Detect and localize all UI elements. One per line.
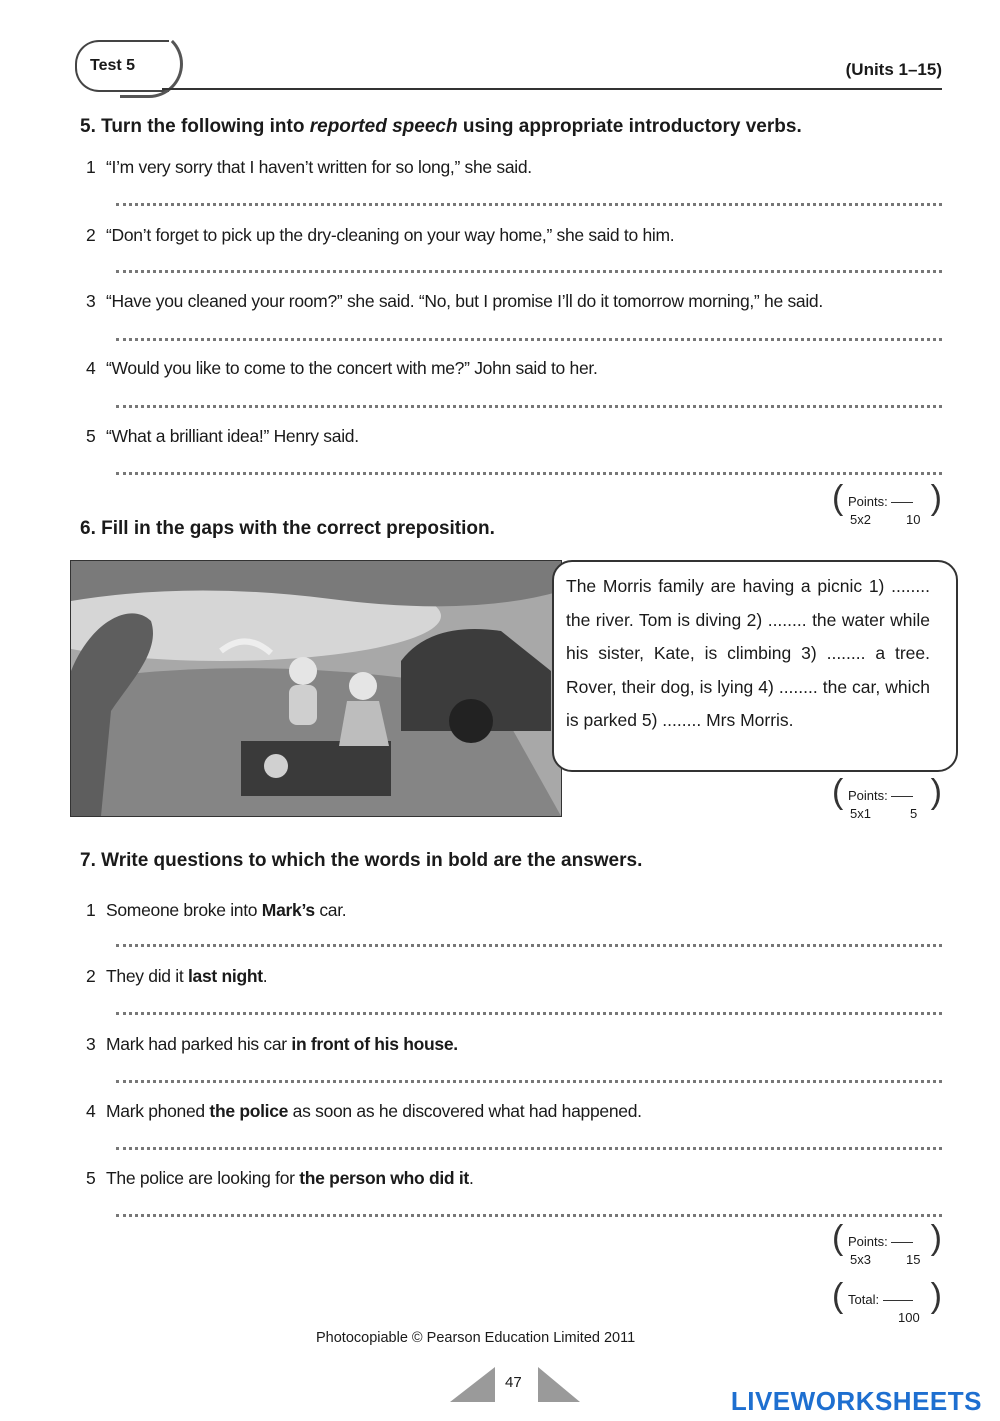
gap-4[interactable]: ........: [778, 676, 818, 697]
s7-question-4: 4 Mark phoned the police as soon as he discovered what had happened.: [86, 1101, 642, 1121]
s5-answer-line-4[interactable]: [116, 405, 942, 408]
s7-question-5: 5 The police are looking for the person who did it.: [86, 1168, 474, 1188]
page-number: 47: [505, 1374, 522, 1391]
s5-question-2: 2 “Don’t forget to pick up the dry-cleaning on your way home,” she said to him.: [86, 225, 675, 245]
liveworksheets-logo: LIVEWORKSHEETS: [730, 1386, 982, 1416]
picnic-illustration: [70, 560, 562, 817]
gap-2[interactable]: ........: [767, 609, 807, 630]
units-label: (Units 1–15): [845, 60, 942, 79]
s5-question-5: 5 “What a brilliant idea!” Henry said.: [86, 426, 359, 446]
s6-points-box: ( ) Points: 5x1 5: [832, 773, 942, 821]
header-rule: [162, 88, 942, 90]
gap-1[interactable]: ........: [891, 576, 930, 596]
s5-question-4: 4 “Would you like to come to the concert with me?” John said to her.: [86, 358, 598, 378]
s5-question-1: 1 “I’m very sorry that I haven’t written for so long,” she said.: [86, 157, 532, 177]
s7-answer-line-1[interactable]: [116, 944, 942, 947]
gap-5[interactable]: ........: [662, 710, 702, 730]
s7-answer-line-2[interactable]: [116, 1012, 942, 1015]
s7-question-3: 3 Mark had parked his car in front of his house.: [86, 1034, 458, 1054]
s5-answer-line-1[interactable]: [116, 203, 942, 206]
s5-question-3: 3 “Have you cleaned your room?” she said. “No, but I promise I’ll do it tomorrow morning,” he said.: [86, 291, 823, 311]
s7-answer-line-4[interactable]: [116, 1147, 942, 1150]
s5-answer-line-2[interactable]: [116, 270, 942, 273]
copyright-footer: Photocopiable © Pearson Education Limited 2011: [316, 1330, 636, 1346]
section5-title: 5. Turn the following into reported speech using appropriate introductory verbs.: [80, 116, 802, 137]
gap-fill-text: The Morris family are having a picnic 1) ........ the river. Tom is diving 2) ........ the water while his sister, Kate, is climbing 3) ........ a tree. Rover, their dog, is lying 4) ........ the car, which is parked 5) ........ Mrs Morris.: [566, 576, 931, 730]
s7-question-2: 2 They did it last night.: [86, 966, 268, 986]
s5-points-box: ( ) Points: 5x2 10: [832, 479, 942, 527]
s5-answer-line-5[interactable]: [116, 472, 942, 475]
test-label: Test 5: [90, 57, 136, 74]
s7-answer-line-3[interactable]: [116, 1080, 942, 1083]
s7-answer-line-5[interactable]: [116, 1214, 942, 1217]
total-box: ( ) Total: 100: [832, 1277, 942, 1325]
section7-title: 7. Write questions to which the words in bold are the answers.: [80, 850, 643, 871]
s5-answer-line-3[interactable]: [116, 338, 942, 341]
s7-points-box: ( ) Points: 5x3 15: [832, 1219, 942, 1267]
gap-3[interactable]: ........: [826, 643, 866, 663]
section6-title: 6. Fill in the gaps with the correct preposition.: [80, 518, 495, 539]
s7-question-1: 1 Someone broke into Mark’s car.: [86, 900, 347, 920]
